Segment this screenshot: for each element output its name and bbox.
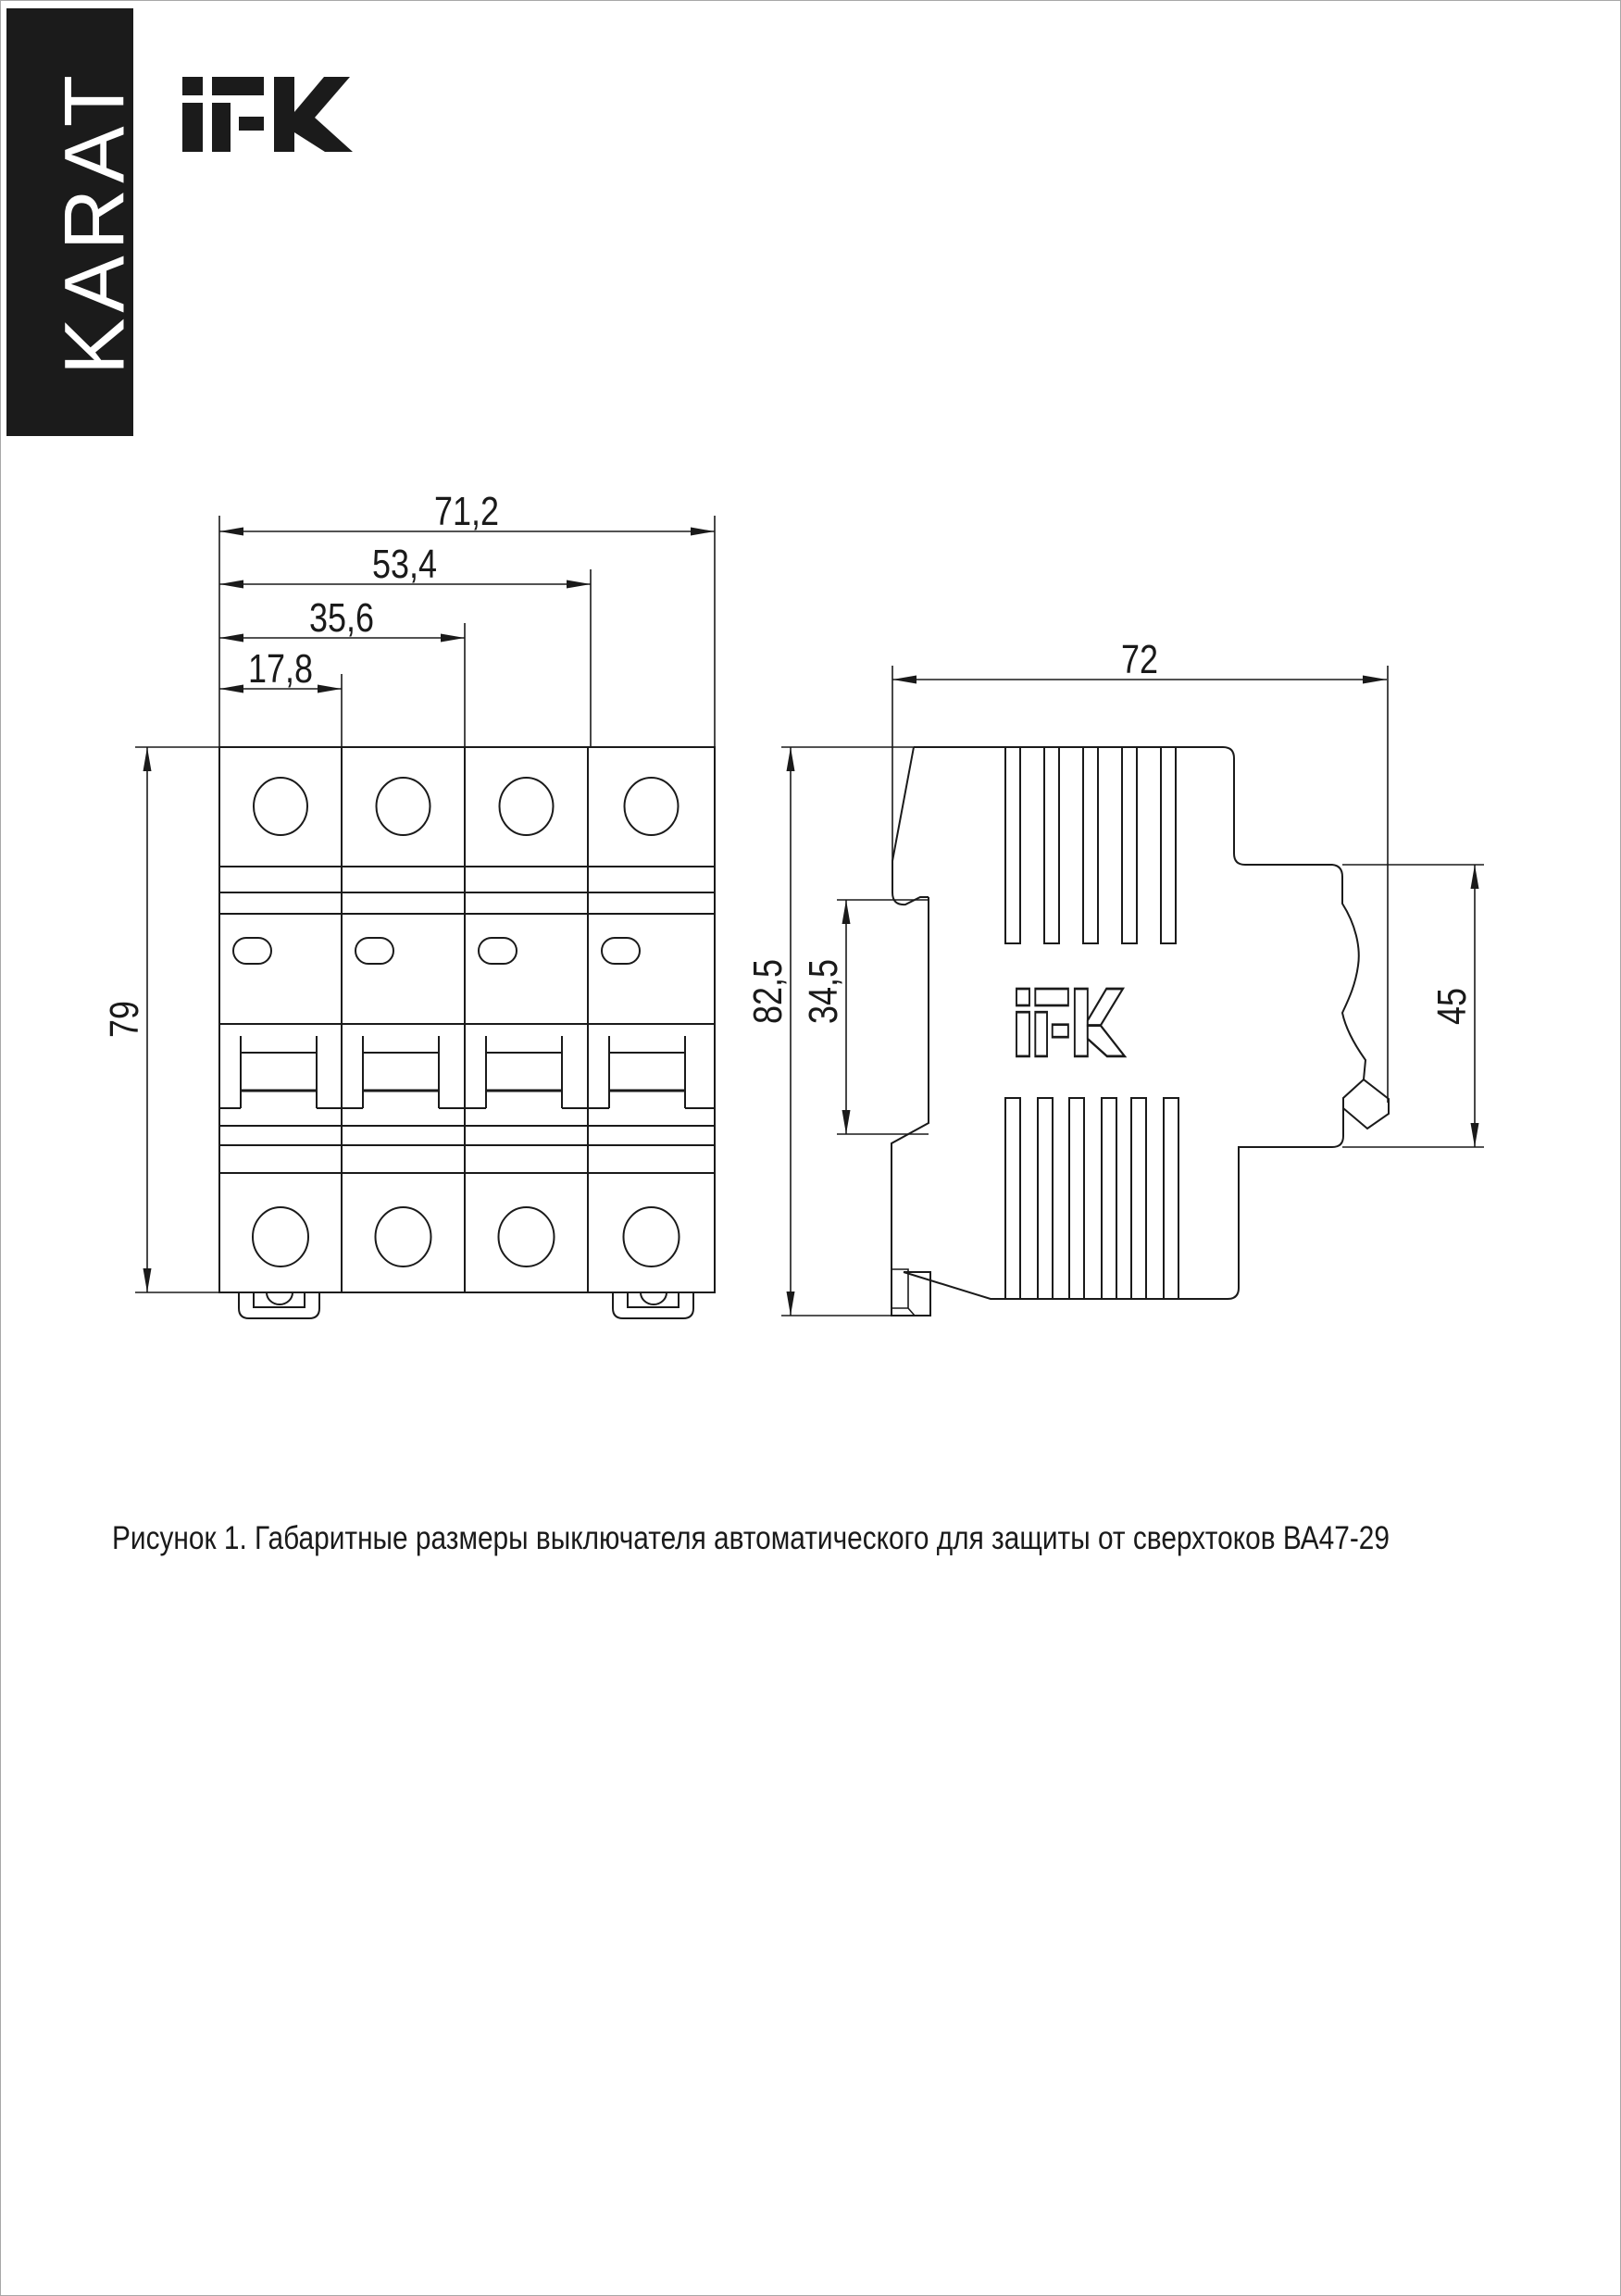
side-depth-dimension: [892, 637, 1388, 1103]
front-marking-windows: [233, 938, 640, 964]
dim-label-72: 72: [1121, 637, 1158, 682]
side-lever-latch: [1343, 1079, 1364, 1108]
dim-label-17-8: 17,8: [248, 646, 313, 692]
front-din-feet: [239, 1292, 693, 1318]
side-rail-dimension: [801, 900, 929, 1134]
front-top-terminal-screws: [254, 778, 679, 835]
dim-label-53-4: 53,4: [372, 542, 437, 587]
side-view: [745, 637, 1484, 1316]
dimensional-drawing: [1, 1, 1621, 2296]
side-ribs-top: [1005, 747, 1176, 943]
dim-label-79: 79: [102, 992, 147, 1038]
dim-label-34-5: 34,5: [801, 944, 846, 1024]
front-horizontal-lines: [219, 867, 715, 1173]
front-width-dimensions: [219, 489, 715, 747]
iek-outline-logo: [1016, 989, 1125, 1056]
front-bottom-terminal-screws: [253, 1207, 680, 1267]
dim-label-45: 45: [1429, 980, 1475, 1025]
side-ribs-bottom: [1005, 1098, 1178, 1299]
side-front-face-dimension: [1342, 865, 1484, 1147]
dim-label-82-5: 82,5: [745, 944, 791, 1024]
dim-label-35-6: 35,6: [309, 595, 374, 641]
side-height-dimension: [745, 747, 930, 1316]
karat-banner-label: KARAT: [47, 69, 142, 375]
front-toggle-levers: [219, 1036, 715, 1108]
front-module-dividers: [342, 747, 588, 1292]
dim-label-71-2: 71,2: [434, 489, 499, 534]
front-view: [102, 489, 715, 1318]
front-height-dimension: [102, 747, 219, 1292]
figure-caption: Рисунок 1. Габаритные размеры выключателя автоматического для защиты от сверхтоков ВА47-29: [112, 1520, 1390, 1556]
side-din-clip: [892, 747, 930, 1316]
